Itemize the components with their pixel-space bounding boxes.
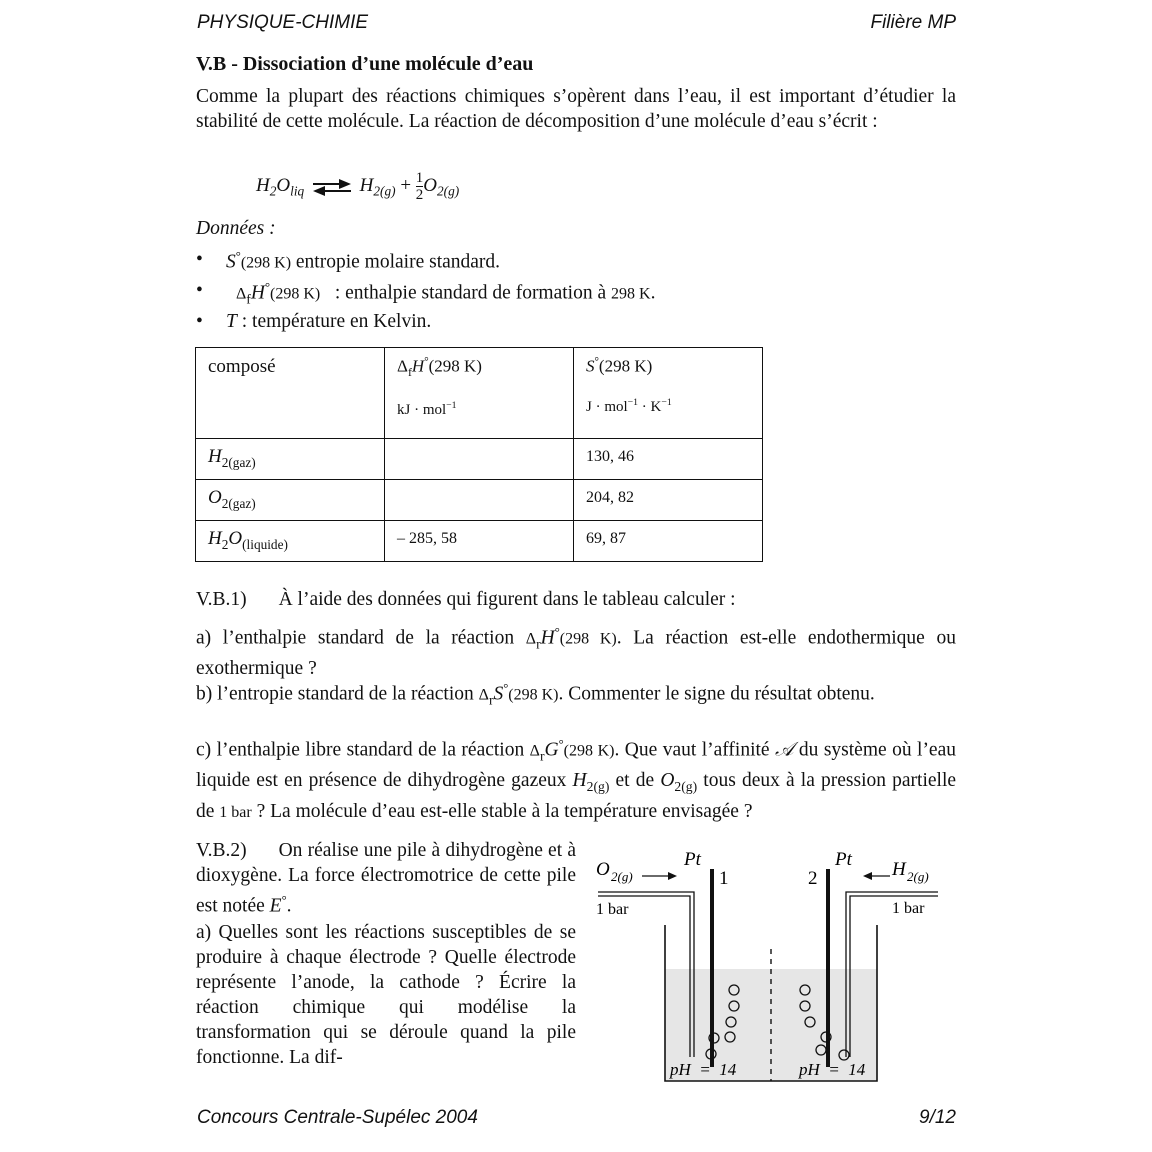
q1c-h2-sub: 2(g): [586, 779, 610, 795]
table-cell-s: [574, 521, 763, 562]
table-cell-compound: [196, 480, 385, 521]
q1c-affinity: 𝒜: [775, 739, 794, 761]
b1-arg: (298 K): [240, 254, 292, 272]
q1-part-a: [196, 620, 956, 681]
eq-state: liq: [290, 183, 305, 199]
b2-end: .: [650, 282, 656, 304]
b2-text: : enthalpie standard de formation à: [334, 282, 607, 304]
table-header-compose: [196, 348, 385, 439]
right-gas-arrow-icon: [863, 872, 872, 880]
r2-sub: 2(gaz): [221, 495, 256, 511]
equilibrium-arrows-icon: [311, 177, 353, 197]
b1-sup: °: [235, 249, 241, 263]
th2-sup: °: [424, 356, 429, 368]
q1c-bar: 1 bar: [219, 804, 252, 822]
left-electrode-label: Pt: [684, 849, 701, 870]
right-gas-label: H: [892, 859, 906, 880]
r3-dfh: – 285, 58: [397, 530, 457, 547]
th2-unit: kJ · mol: [397, 402, 447, 419]
eq-h2: H: [359, 174, 374, 196]
data-table: [195, 347, 763, 562]
left-gas-label: O: [596, 859, 610, 880]
b1-sym: S: [226, 251, 236, 273]
q1a-sub: r: [536, 636, 541, 652]
th2-delta: Δ: [397, 356, 408, 376]
q1a-delta: Δ: [525, 630, 537, 648]
q1c-sub: r: [539, 748, 545, 764]
b2-sub: f: [246, 291, 251, 307]
b2-arg: (298 K): [270, 285, 321, 303]
left-gas-arrow-icon: [668, 872, 677, 880]
th2-unit-sup: −1: [446, 400, 457, 412]
r3-sub: (liquide): [242, 536, 288, 552]
q1b-delta: Δ: [478, 686, 489, 704]
b3-text: : température en Kelvin.: [241, 311, 432, 332]
eq-h2-sub: 2(g): [373, 183, 396, 199]
q2-e-sup: °: [281, 893, 287, 907]
b1-text: entropie molaire standard.: [295, 251, 501, 273]
r3-sub2: 2: [221, 536, 229, 552]
th3-unit: J · mol: [586, 398, 628, 415]
q1c-delta: Δ: [529, 742, 540, 760]
fuel-cell-diagram: [588, 845, 948, 1085]
q1a-sym: H: [540, 627, 555, 649]
q2-e: E: [269, 895, 282, 917]
bullet-dot: •: [196, 280, 203, 301]
q2-intro-text: On réalise une pile à dihydrogène et à dioxygène. La force électromotrice de cette pile est notée: [196, 840, 576, 917]
th3-sym: S: [586, 356, 595, 376]
donnees-label: Données :: [196, 218, 276, 239]
reaction-equation: [256, 170, 459, 203]
q2-label: V.B.2): [196, 840, 247, 861]
bullet-dot: •: [196, 249, 203, 270]
right-electrode: [826, 869, 830, 1067]
th3-unit-sup: −1: [627, 396, 639, 408]
ph-right-label: pH = 14: [799, 1060, 866, 1079]
table-cell-s: [574, 480, 763, 521]
th3-arg: (298 K): [598, 356, 653, 376]
b2-value: 298 K: [611, 285, 651, 303]
q1c-sup: °: [558, 737, 564, 751]
table-header-entropy: [574, 348, 763, 439]
intro-paragraph: Comme la plupart des réactions chimiques s’opèrent dans l’eau, il est important d’étudier la stabilité de cette molécule. La réaction de décomposition d’une molécule d’eau s’écrit :: [196, 86, 956, 132]
q1a-sup: °: [554, 625, 560, 639]
q1c-and: et de: [615, 770, 655, 792]
q1c-end: ? La molécule d’eau est-elle stable à la température envisagée ?: [256, 801, 753, 823]
q2-part-a: a) Quelles sont les réactions susceptibles de se produire à chaque électrode ? Quelle électrode représente l’anode, la cathode ? Écrire la réaction chimique qui modélise la transformation qui se déroule quand la pile fonctionne. La dif-: [196, 922, 576, 1068]
eq-h: H: [256, 174, 270, 196]
r2-name: O: [208, 487, 222, 508]
q1-part-b: [196, 676, 956, 712]
left-electrode-number: 1: [719, 868, 729, 889]
eq-o2: O: [423, 174, 438, 196]
table-row: [196, 521, 763, 562]
right-electrode-label: Pt: [835, 849, 852, 870]
q1b-sub: r: [488, 692, 494, 708]
q1c-arg: (298 K): [563, 742, 615, 760]
eq-frac-den: 2: [415, 187, 424, 203]
r3-o: O: [228, 528, 243, 549]
left-pressure: 1 bar: [596, 901, 629, 918]
b2-delta: Δ: [236, 285, 247, 303]
eq-o2-sub: 2(g): [437, 183, 460, 199]
q1b-post: . Commenter le signe du résultat obtenu.: [558, 683, 875, 705]
table-header-row: [196, 348, 763, 439]
th3-unit2: · K: [638, 398, 662, 415]
table-cell-dfh: [385, 439, 574, 480]
table-header-enthalpy: [385, 348, 574, 439]
left-gas-sub: 2(g): [611, 869, 633, 884]
th2-sub: f: [407, 365, 412, 380]
b2-sym: H: [250, 282, 265, 304]
table-row: [196, 439, 763, 480]
q1b-arg: (298 K): [508, 686, 559, 704]
q1c-mid3: tous deux à la pression partielle de: [196, 770, 957, 823]
r1-sub: 2(gaz): [221, 454, 256, 470]
q1-text: À l’aide des données qui figurent dans le tableau calculer :: [278, 589, 736, 610]
q1c-o2-sub: 2(g): [674, 779, 698, 795]
eq-frac-num: 1: [415, 170, 424, 186]
q1c-sym: G: [544, 739, 559, 761]
table-cell-compound: [196, 521, 385, 562]
r2-s: 204, 82: [586, 489, 634, 506]
q1-part-c: [196, 732, 956, 825]
th3-sup: °: [594, 356, 599, 368]
q1b-pre: b) l’entropie standard de la réaction: [196, 683, 474, 705]
bullet-dot: •: [196, 311, 203, 332]
q1c-h2: H: [572, 770, 587, 792]
q1c-mid: . Que vaut l’affinité: [614, 739, 770, 761]
section-title: V.B - Dissociation d’une molécule d’eau: [196, 53, 534, 75]
b2-sup: °: [264, 280, 270, 294]
q1a-post: . La réaction est-elle endothermique ou exothermique ?: [196, 627, 956, 680]
table-cell-dfh: [385, 521, 574, 562]
q1b-sup: °: [503, 681, 509, 695]
header-subject: PHYSIQUE-CHIMIE: [197, 12, 369, 33]
q1c-pre: c) l’enthalpie libre standard de la réaction: [196, 739, 525, 761]
ph-left-label: pH = 14: [670, 1060, 737, 1079]
q2-e-end: .: [286, 895, 292, 917]
q1c-o2: O: [660, 770, 675, 792]
right-pressure: 1 bar: [892, 900, 925, 917]
q1a-pre: a) l’enthalpie standard de la réaction: [196, 627, 515, 649]
right-electrode-number: 2: [808, 868, 818, 889]
table-cell-compound: [196, 439, 385, 480]
r1-name: H: [208, 446, 222, 467]
eq-o: O: [276, 174, 291, 196]
header-track: Filière MP: [870, 12, 956, 33]
left-electrode: [710, 869, 714, 1067]
r3-s: 69, 87: [586, 530, 626, 547]
right-gas-sub: 2(g): [907, 869, 929, 884]
footer-page-number: 9/12: [919, 1107, 956, 1128]
table-row: [196, 480, 763, 521]
th2-sym: H: [411, 356, 425, 376]
table-cell-s: [574, 439, 763, 480]
q1a-arg: (298 K): [559, 630, 617, 648]
th3-unit2-sup: −1: [661, 396, 672, 408]
r1-s: 130, 46: [586, 448, 634, 465]
b3-sym: T: [226, 311, 237, 332]
q1b-sym: S: [493, 683, 504, 705]
q2-intro: [196, 838, 576, 919]
th2-arg: (298 K): [428, 356, 482, 376]
table-cell-dfh: [385, 480, 574, 521]
r3-name: H: [208, 528, 222, 549]
q1-heading: [196, 589, 736, 611]
footer-exam: Concours Centrale-Supélec 2004: [197, 1107, 478, 1128]
q1c-mid2: du système où l’eau liquide est en présence de dihydrogène gazeux: [196, 739, 956, 792]
eq-h-sub: 2: [269, 183, 277, 199]
eq-plus: +: [400, 174, 412, 196]
th-compose: composé: [208, 356, 276, 377]
q1-label: V.B.1): [196, 589, 247, 610]
